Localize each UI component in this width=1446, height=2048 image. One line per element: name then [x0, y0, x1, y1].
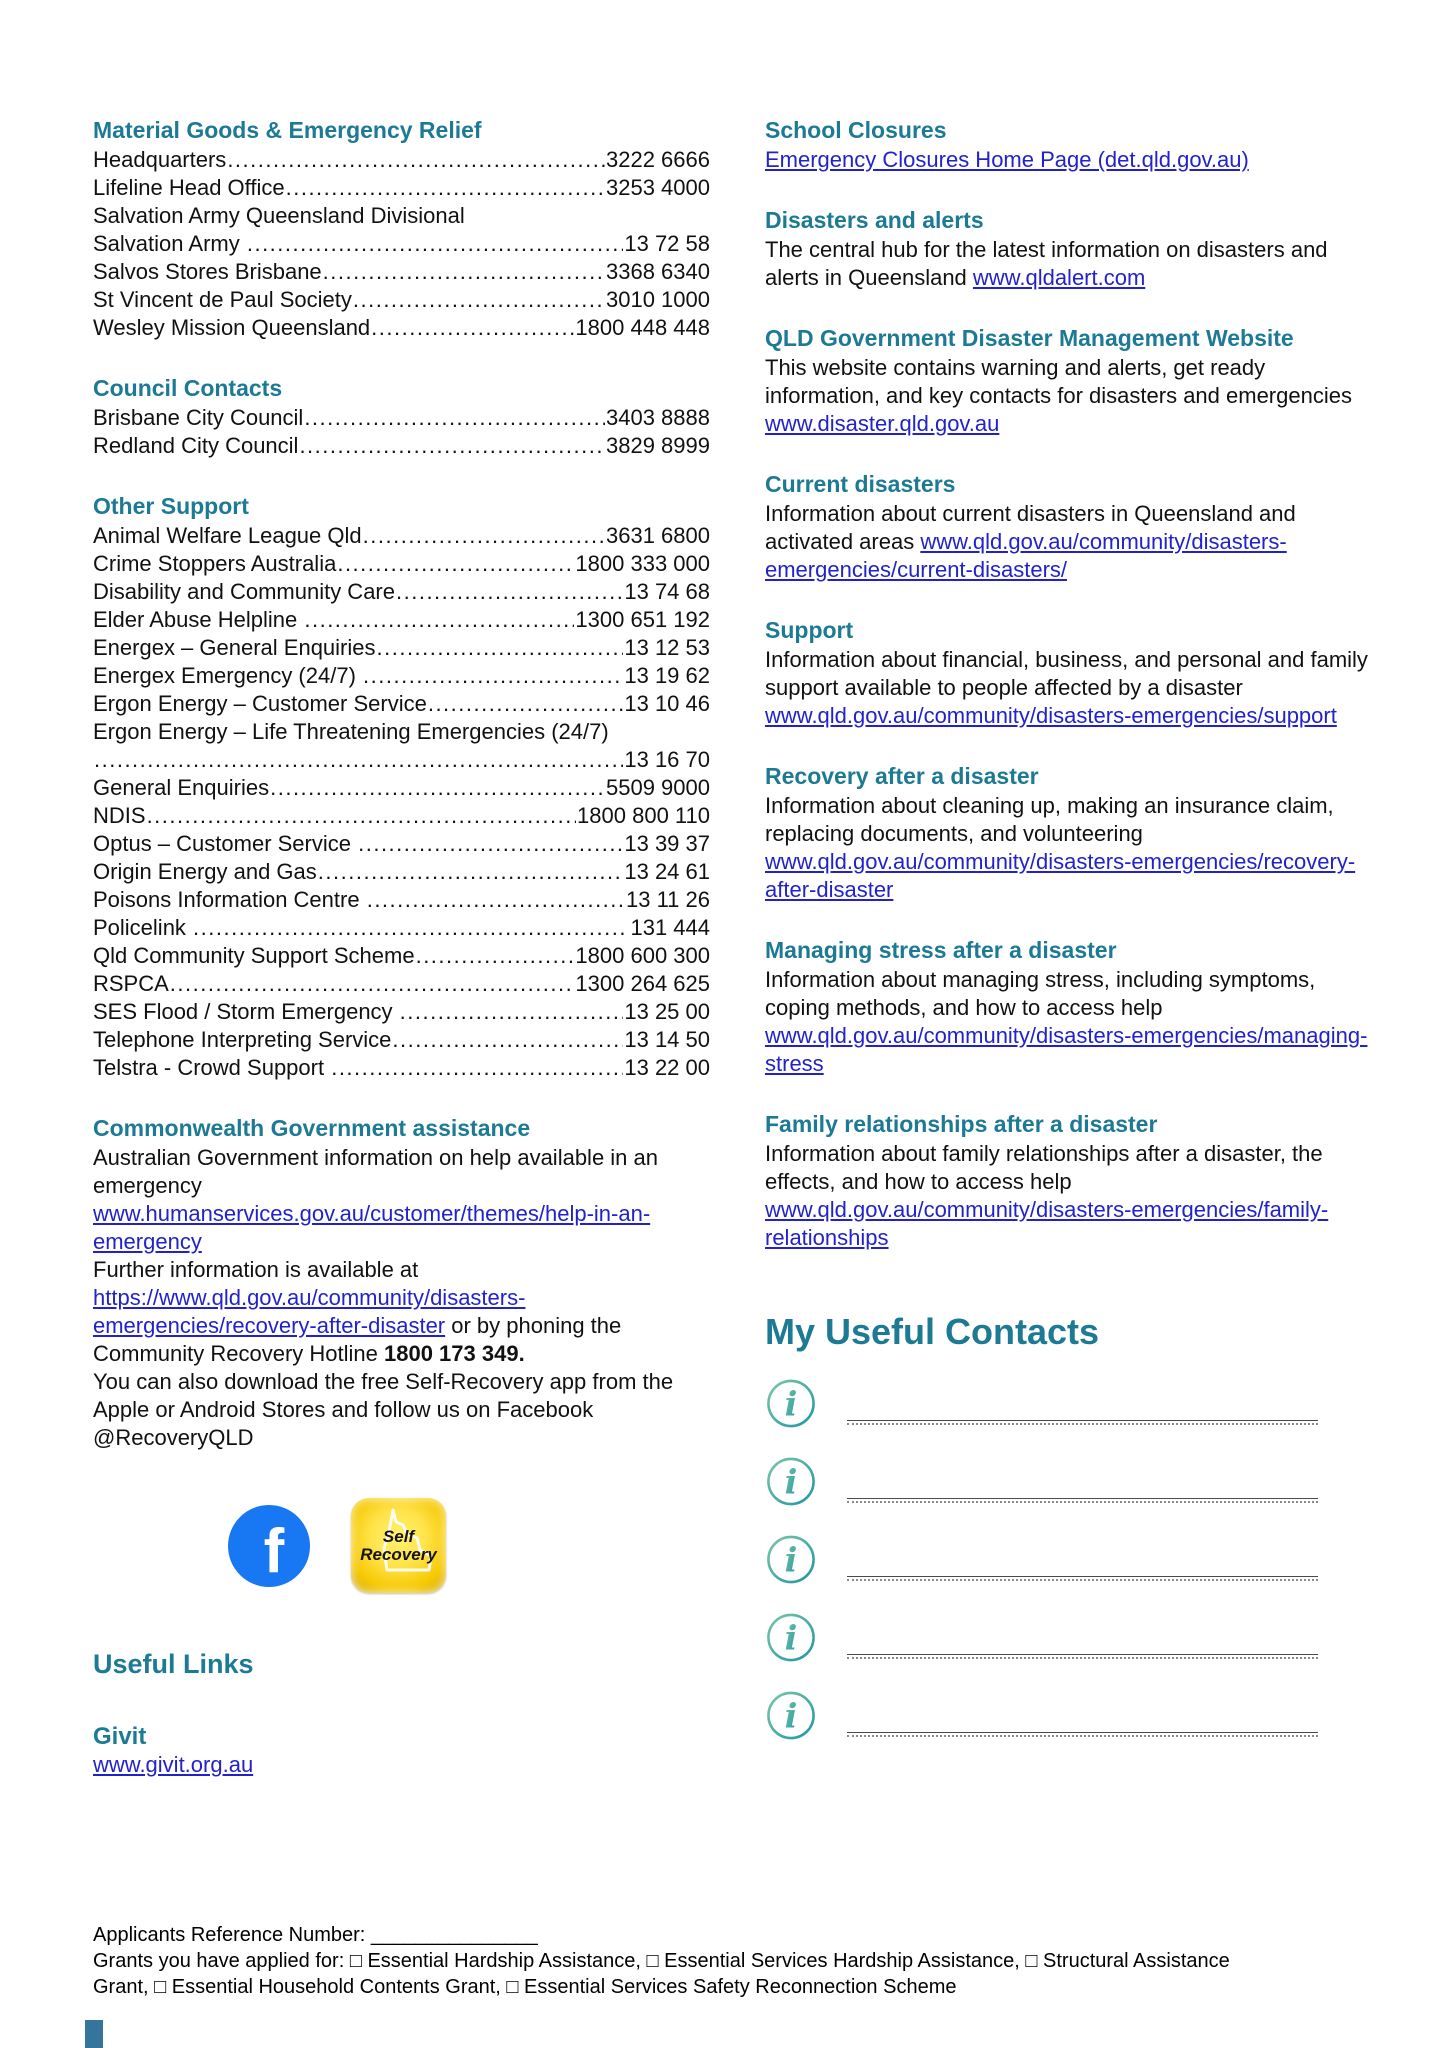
commonwealth-paragraph-2: [93, 1256, 710, 1368]
info-section-body: [765, 1140, 1373, 1252]
contact-label: Lifeline Head Office: [93, 175, 285, 200]
svg-text:i: i: [784, 1540, 798, 1580]
document-body: [93, 116, 1373, 1779]
useful-links-heading: Useful Links: [93, 1649, 254, 1679]
grants-applied-line: Grants you have applied for: □ Essential Hardship Assistance, □ Essential Services Hardship Assistance, □ Structural Assistance Grant, □ Essential Household Contents Grant, □ Essential Services Safety Reconnection Scheme: [93, 1950, 1230, 1998]
phone-row: [93, 578, 710, 606]
contact-number: 13 72 58: [624, 231, 710, 256]
info-section: [765, 936, 1373, 1078]
contact-label: Policelink: [93, 915, 193, 940]
commonwealth-heading: Commonwealth Government assistance: [93, 1115, 531, 1141]
contact-label: Disability and Community Care: [93, 579, 395, 604]
phone-row: [93, 970, 710, 998]
phone-row: [93, 202, 710, 230]
info-section: [765, 116, 1373, 174]
contact-number: 3631 6800: [606, 523, 710, 548]
phone-row: [93, 606, 710, 634]
phone-row: [93, 942, 710, 970]
contact-number: 5509 9000: [606, 775, 710, 800]
givit-link[interactable]: www.givit.org.au: [93, 1752, 254, 1777]
dot-leader: [323, 258, 605, 286]
contact-number: 13 12 53: [624, 635, 710, 660]
phone-row: [93, 690, 710, 718]
contact-write-in-line: [847, 1576, 1318, 1581]
info-section-heading: Support: [765, 617, 854, 643]
info-section-link[interactable]: www.qld.gov.au/community/disasters-emergencies/support: [765, 703, 1337, 728]
dot-leader: [270, 774, 605, 802]
contact-write-in-line: [847, 1654, 1318, 1659]
other-support-heading: Other Support: [93, 493, 249, 519]
info-section-body: [765, 966, 1373, 1078]
contact-label: General Enquiries: [93, 775, 270, 800]
dot-leader: [363, 662, 623, 690]
dot-leader: [416, 942, 575, 970]
community-recovery-hotline-number: 1800 173 349.: [383, 1341, 525, 1366]
phone-row: [93, 830, 710, 858]
material-goods-heading: Material Goods & Emergency Relief: [93, 117, 482, 143]
info-section-body: [765, 236, 1373, 292]
contact-number: 13 25 00: [624, 999, 710, 1024]
right-column: [765, 116, 1373, 1779]
contact-label: Wesley Mission Queensland: [93, 315, 371, 340]
contact-label: Optus – Customer Service: [93, 831, 358, 856]
contact-number: 13 14 50: [624, 1027, 710, 1052]
dot-leader: [227, 146, 605, 174]
app-icons-row: [227, 1498, 710, 1593]
contact-number: 13 16 70: [624, 747, 710, 772]
contact-label: Elder Abuse Helpline: [93, 607, 304, 632]
info-section-heading: Recovery after a disaster: [765, 763, 1039, 789]
info-section-body: [765, 146, 1373, 174]
phone-row: [93, 886, 710, 914]
contact-number: 13 10 46: [624, 691, 710, 716]
phone-row: [93, 746, 710, 774]
info-section-heading: QLD Government Disaster Management Website: [765, 325, 1294, 351]
info-section: [765, 616, 1373, 730]
contact-label: Telstra - Crowd Support: [93, 1055, 331, 1080]
contact-number: 3222 6666: [606, 147, 710, 172]
dot-leader: [396, 578, 623, 606]
contact-number: 1800 448 448: [575, 315, 710, 340]
contact-number: 3829 8999: [606, 433, 710, 458]
council-contacts-heading: Council Contacts: [93, 375, 283, 401]
section-commonwealth-assistance: [93, 1114, 710, 1452]
contact-write-in-line: [847, 1420, 1318, 1425]
info-section-body: [765, 646, 1373, 730]
dot-leader: [367, 886, 625, 914]
info-icon: [765, 1611, 817, 1664]
material-goods-list: [93, 146, 710, 342]
info-section-heading: Current disasters: [765, 471, 956, 497]
givit-heading: Givit: [93, 1723, 147, 1750]
info-section-heading: Disasters and alerts: [765, 207, 984, 233]
contact-number: 1800 800 110: [577, 803, 710, 828]
useful-contact-row: [765, 1611, 1373, 1664]
phone-row: [93, 146, 710, 174]
info-section-text: Information about current disasters in Queensland and activated areas: [765, 501, 1296, 554]
contact-number: 13 24 61: [624, 859, 710, 884]
dot-leader: [337, 550, 574, 578]
phone-row: [93, 914, 710, 942]
contact-number: 3403 8888: [606, 405, 710, 430]
contact-label: NDIS: [93, 803, 146, 828]
left-column: [93, 116, 710, 1779]
other-support-list: [93, 522, 710, 1082]
useful-contact-row: [765, 1377, 1373, 1430]
contact-number: 1300 651 192: [575, 607, 710, 632]
dot-leader: [247, 230, 624, 258]
page-corner-decoration: [85, 2020, 103, 2048]
info-section-heading: Managing stress after a disaster: [765, 937, 1117, 963]
contact-label: Ergon Energy – Customer Service: [93, 691, 427, 716]
section-other-support: [93, 492, 710, 1082]
applicants-reference-line: Applicants Reference Number: _______________: [93, 1924, 538, 1946]
contact-write-in-line: [847, 1498, 1318, 1503]
phone-row: [93, 404, 710, 432]
phone-row: [93, 662, 710, 690]
recovery-after-disaster-link[interactable]: https://www.qld.gov.au/community/disasters-emergencies/recovery-after-disaster: [93, 1285, 526, 1338]
info-section-text: This website contains warning and alerts, get ready information, and key contacts for disasters and emergencies: [765, 355, 1352, 408]
contact-number: 13 19 62: [624, 663, 710, 688]
contact-label: Animal Welfare League Qld: [93, 523, 362, 548]
phone-row: [93, 174, 710, 202]
contact-label: Origin Energy and Gas: [93, 859, 317, 884]
dot-leader: [428, 690, 624, 718]
phone-row: [93, 998, 710, 1026]
info-section-text: The central hub for the latest information on disasters and alerts in Queensland: [765, 237, 1328, 290]
contact-label: Salvos Stores Brisbane: [93, 259, 322, 284]
info-section-heading: School Closures: [765, 117, 947, 143]
info-section-heading: Family relationships after a disaster: [765, 1111, 1158, 1137]
contact-label: SES Flood / Storm Emergency: [93, 999, 399, 1024]
dot-leader: [392, 1026, 623, 1054]
info-section-text: Information about cleaning up, making an insurance claim, replacing documents, and volunteering: [765, 793, 1334, 846]
info-icon: [765, 1533, 817, 1586]
contact-number: 13 39 37: [624, 831, 710, 856]
contact-number: 13 74 68: [624, 579, 710, 604]
page-footer: [93, 1922, 1268, 2000]
contact-label: Telephone Interpreting Service: [93, 1027, 392, 1052]
contact-number: 131 444: [630, 915, 710, 940]
dot-leader: [363, 522, 605, 550]
useful-contact-row: [765, 1455, 1373, 1508]
info-section-link[interactable]: www.qldalert.com: [972, 265, 1146, 290]
section-council-contacts: [93, 374, 710, 460]
my-useful-contacts-title: My Useful Contacts: [765, 1311, 1100, 1352]
info-section-link[interactable]: www.qld.gov.au/community/disasters-emergencies/managing-stress: [765, 1023, 1368, 1076]
info-section-text: Information about financial, business, and personal and family support available to people affected by a disaster: [765, 647, 1368, 700]
contact-label: Redland City Council: [93, 433, 299, 458]
contact-label: Energex Emergency (24/7): [93, 663, 363, 688]
info-section-text: Information about family relationships after a disaster, the effects, and how to access help: [765, 1141, 1323, 1194]
contact-label: Salvation Army: [93, 231, 246, 256]
dot-leader: [170, 970, 575, 998]
info-section-body: [765, 792, 1373, 904]
dot-leader: [358, 830, 623, 858]
contact-number: 3253 4000: [606, 175, 710, 200]
self-recovery-app-label: Self Recovery: [360, 1526, 437, 1564]
contact-label: St Vincent de Paul Society: [93, 287, 352, 312]
dot-leader: [331, 1054, 623, 1082]
contact-number: 1800 333 000: [575, 551, 710, 576]
dot-leader: [377, 634, 624, 662]
contact-number: 13 22 00: [624, 1055, 710, 1080]
dot-leader: [304, 404, 605, 432]
contact-label: Headquarters: [93, 147, 227, 172]
dot-leader: [299, 432, 605, 460]
contact-label: Energex – General Enquiries: [93, 635, 376, 660]
dot-leader: [286, 174, 605, 202]
phone-row: [93, 1054, 710, 1082]
info-section: [765, 206, 1373, 292]
info-section-body: [765, 354, 1373, 438]
info-icon: [765, 1455, 817, 1508]
dot-leader: [94, 746, 623, 774]
phone-row: [93, 550, 710, 578]
info-section-text: Information about managing stress, including symptoms, coping methods, and how to access help: [765, 967, 1316, 1020]
phone-row: [93, 286, 710, 314]
facebook-icon: [227, 1504, 311, 1588]
contact-label: Salvation Army Queensland Divisional: [93, 203, 465, 228]
info-section-link[interactable]: Emergency Closures Home Page (det.qld.gov.au): [765, 147, 1249, 172]
info-icon: [765, 1689, 817, 1742]
useful-contact-row: [765, 1689, 1373, 1742]
dot-leader: [353, 286, 605, 314]
dot-leader: [318, 858, 624, 886]
info-section-link[interactable]: www.qld.gov.au/community/disasters-emergencies/recovery-after-disaster: [765, 849, 1356, 902]
contact-number: 3368 6340: [606, 259, 710, 284]
contact-label: Brisbane City Council: [93, 405, 304, 430]
phone-row: [93, 774, 710, 802]
phone-row: [93, 230, 710, 258]
svg-text:i: i: [784, 1384, 798, 1424]
dot-leader: [371, 314, 574, 342]
dot-leader: [147, 802, 576, 830]
info-section: [765, 1110, 1373, 1252]
commonwealth-text-3: or by phoning the Community Recovery Hotline: [93, 1313, 622, 1366]
useful-contact-row: [765, 1533, 1373, 1586]
phone-row: [93, 314, 710, 342]
contact-label: Poisons Information Centre: [93, 887, 366, 912]
self-recovery-app-icon: [351, 1498, 446, 1593]
commonwealth-text-1: Australian Government information on help available in an emergency: [93, 1145, 658, 1198]
info-icon: [765, 1377, 817, 1430]
phone-row: [93, 634, 710, 662]
humanservices-link[interactable]: www.humanservices.gov.au/customer/themes/help-in-an-emergency: [93, 1201, 651, 1254]
phone-row: [93, 522, 710, 550]
contact-label: Crime Stoppers Australia: [93, 551, 337, 576]
dot-leader: [193, 914, 629, 942]
contact-label: Ergon Energy – Life Threatening Emergencies (24/7): [93, 719, 609, 744]
commonwealth-text-2: Further information is available at: [93, 1257, 419, 1282]
contact-label: RSPCA: [93, 971, 169, 996]
phone-row: [93, 858, 710, 886]
contact-number: 1300 264 625: [575, 971, 710, 996]
dot-leader: [304, 606, 574, 634]
phone-row: [93, 718, 710, 746]
contact-label: Qld Community Support Scheme: [93, 943, 415, 968]
info-section: [765, 762, 1373, 904]
info-section-link[interactable]: www.qld.gov.au/community/disasters-emergencies/current-disasters/: [765, 529, 1287, 582]
commonwealth-paragraph-1: [93, 1144, 710, 1256]
phone-row: [93, 802, 710, 830]
contact-number: 13 11 26: [625, 887, 710, 912]
svg-text:i: i: [784, 1462, 798, 1502]
council-contacts-list: [93, 404, 710, 460]
contact-write-in-line: [847, 1732, 1318, 1737]
svg-text:i: i: [784, 1696, 798, 1736]
info-section: [765, 324, 1373, 438]
contact-number: 1800 600 300: [575, 943, 710, 968]
phone-row: [93, 258, 710, 286]
phone-row: [93, 1026, 710, 1054]
contact-number: 3010 1000: [606, 287, 710, 312]
info-section-body: [765, 500, 1373, 584]
self-recovery-app-paragraph: You can also download the free Self-Recovery app from the Apple or Android Stores and follow us on Facebook @RecoveryQLD: [93, 1369, 674, 1450]
svg-text:i: i: [784, 1618, 798, 1658]
phone-row: [93, 432, 710, 460]
svg-text:f: f: [263, 1516, 285, 1586]
info-section: [765, 470, 1373, 584]
section-material-goods: [93, 116, 710, 342]
dot-leader: [400, 998, 624, 1026]
info-section-link[interactable]: www.qld.gov.au/community/disasters-emergencies/family-relationships: [765, 1197, 1329, 1250]
info-section-link[interactable]: www.disaster.qld.gov.au: [765, 411, 1000, 436]
